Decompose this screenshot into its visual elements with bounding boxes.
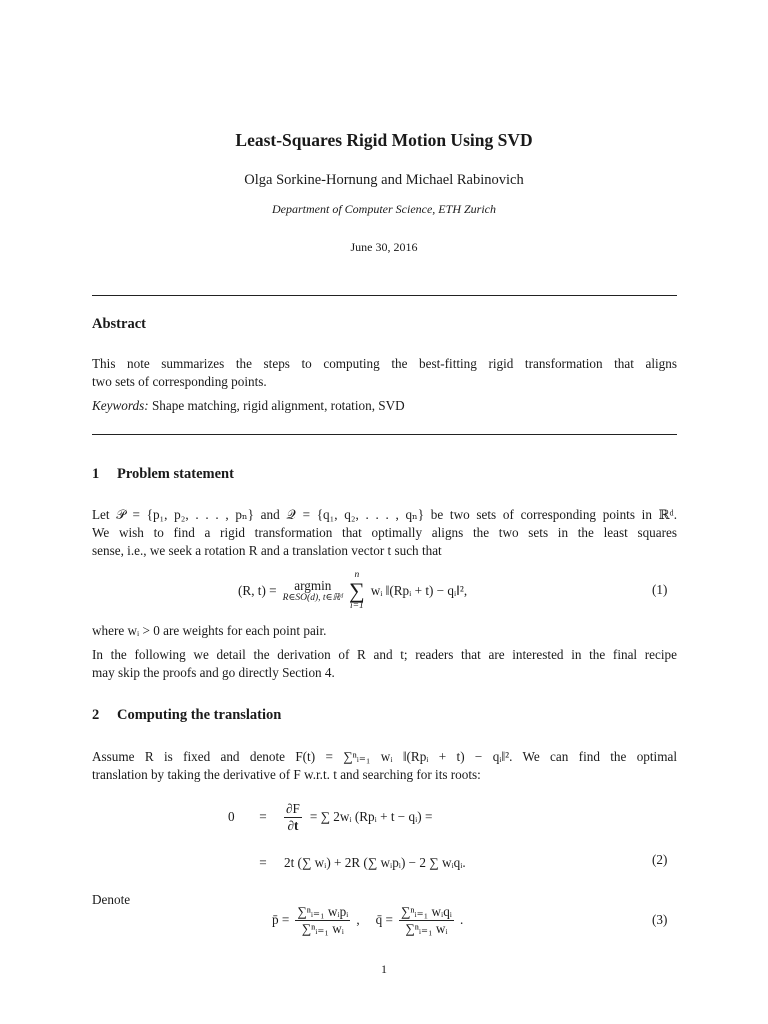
equation-2b xyxy=(228,840,466,886)
section-title: Problem statement xyxy=(117,466,234,482)
abstract-text xyxy=(92,355,677,391)
text-line: Denote xyxy=(92,892,131,907)
section-2-heading xyxy=(92,707,281,724)
keywords-list: Shape matching, rigid alignment, rotation, SVD xyxy=(151,398,405,413)
sigma-glyph: ∑ xyxy=(349,578,365,603)
bottom-rule xyxy=(92,434,677,435)
section-1-paragraph-2 xyxy=(92,622,677,640)
section-number: 1 xyxy=(92,466,100,482)
eq3-qbar: q̄ = xyxy=(375,912,393,927)
section-1-paragraph-3 xyxy=(92,646,677,682)
text-line: In the following we detail the derivation of R and t; readers that are interested in the final recipe xyxy=(92,647,677,662)
section-title: Computing the translation xyxy=(117,707,282,723)
eq2a-lhs: 0 xyxy=(228,809,235,824)
equation-number-1: (1) xyxy=(652,582,668,597)
sum-lower: i=1 xyxy=(349,601,364,611)
section-1-paragraph-1 xyxy=(92,506,677,560)
text-line: may skip the proofs and go directly Section 4. xyxy=(92,665,335,680)
keywords-label: Keywords: xyxy=(92,398,149,413)
eq1-argmin xyxy=(283,579,343,604)
eq1-rhs: wᵢ ‖(Rpᵢ + t) − qᵢ‖², xyxy=(370,583,468,598)
equation-2a xyxy=(228,792,432,842)
paper-affiliation: Department of Computer Science, ETH Zurich xyxy=(272,202,496,216)
abstract-line: two sets of corresponding points. xyxy=(92,374,267,389)
fraction-denominator: ∂t xyxy=(287,817,299,833)
argmin-subscript: R∈SO(d), t∈ℝᵈ xyxy=(282,593,343,604)
eq2a-equals: = xyxy=(259,809,267,824)
eq2a-rest: = ∑ 2wᵢ (Rpᵢ + t − qᵢ) = xyxy=(309,809,433,824)
fraction-numerator: ∑ⁿᵢ₌₁ wᵢpᵢ xyxy=(297,903,349,919)
eq3-qbar-fraction xyxy=(399,904,454,937)
text-line: Let 𝒫 = {p₁, p₂, . . . , pₙ} and 𝒬 = {q₁, q₂, . . . , qₙ} be two sets of corresponding points in ℝᵈ. xyxy=(92,507,677,522)
page-number: 1 xyxy=(381,962,387,976)
equation-number-2: (2) xyxy=(652,852,668,867)
eq3-pbar: p̄ = xyxy=(272,912,290,927)
keywords xyxy=(92,398,405,414)
top-rule xyxy=(92,295,677,296)
text-line: where wᵢ > 0 are weights for each point pair. xyxy=(92,623,327,638)
fraction-numerator: ∑ⁿᵢ₌₁ wᵢqᵢ xyxy=(400,903,452,919)
text-line: We wish to find a rigid transformation that optimally aligns the two sets in the least squares xyxy=(92,525,677,540)
fraction-denominator: ∑ⁿᵢ₌₁ wᵢ xyxy=(405,920,448,936)
section-1-heading xyxy=(92,466,234,483)
eq1-lhs: (R, t) = xyxy=(238,583,277,598)
text-line: translation by taking the derivative of F w.r.t. t and searching for its roots: xyxy=(92,767,481,782)
section-2-paragraph-1 xyxy=(92,748,677,784)
paper-authors: Olga Sorkine-Hornung and Michael Rabinovich xyxy=(244,172,524,188)
paper-title: Least-Squares Rigid Motion Using SVD xyxy=(235,130,533,150)
eq3-pbar-fraction xyxy=(295,904,350,937)
eq3-period: . xyxy=(459,912,464,927)
eq3-separator: , xyxy=(356,912,360,927)
equation-number-3: (3) xyxy=(652,912,668,927)
fraction-numerator: ∂F xyxy=(286,800,300,816)
sum-symbol xyxy=(349,571,365,612)
eq2a-fraction xyxy=(284,801,302,834)
paper-date: June 30, 2016 xyxy=(350,240,418,254)
abstract-heading: Abstract xyxy=(92,316,146,332)
text-line: Assume R is fixed and denote F(t) = ∑ⁿᵢ₌₁ wᵢ ‖(Rpᵢ + t) − qᵢ‖². We can find the optimal xyxy=(92,749,677,764)
equation-3 xyxy=(272,900,463,940)
argmin-label: argmin xyxy=(294,577,332,593)
sum-upper: n xyxy=(354,569,360,580)
section-number: 2 xyxy=(92,707,100,723)
equation-1 xyxy=(238,568,467,614)
eq2b-rhs: 2t (∑ wᵢ) + 2R (∑ wᵢpᵢ) − 2 ∑ wᵢqᵢ. xyxy=(284,855,466,870)
fraction-denominator: ∑ⁿᵢ₌₁ wᵢ xyxy=(301,920,344,936)
eq2b-equals: = xyxy=(259,855,267,870)
abstract-line: This note summarizes the steps to computing the best-fitting rigid transformation that aligns xyxy=(92,356,677,371)
text-line: sense, i.e., we seek a rotation R and a translation vector t such that xyxy=(92,543,442,558)
